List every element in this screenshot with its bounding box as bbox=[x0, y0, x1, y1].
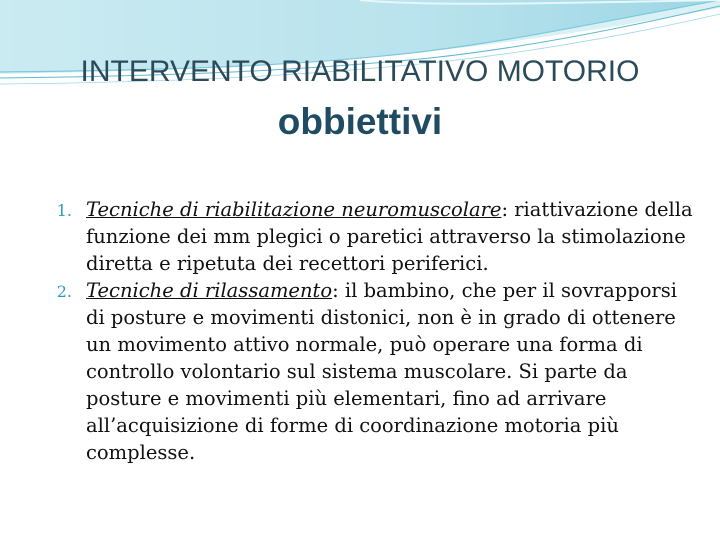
slide-title: INTERVENTO RIABILITATIVO MOTORIO bbox=[80, 55, 640, 88]
list-item bbox=[36, 196, 696, 277]
slide-subtitle: obbiettivi bbox=[277, 101, 443, 142]
list-term: Tecniche di riabilitazione neuromuscolare bbox=[86, 198, 502, 221]
list-text: : riattivazione della funzione dei mm plegici o paretici attraverso la stimolazione diretta e ripetuta dei recettori periferici. bbox=[86, 198, 693, 275]
list-text: : il bambino, che per il sovrapporsi di posture e movimenti distonici, non è in grado di ottenere un movimento attivo normale, può operare una forma di controllo volontario sul sistema muscolare. Si parte da posture e movimenti più elementari, fino ad arrivare all’acquisizione di forme di coordinazione motoria più complesse. bbox=[86, 279, 677, 464]
list-item bbox=[36, 277, 696, 466]
title-block bbox=[0, 52, 720, 146]
list-number: 2. bbox=[56, 282, 72, 301]
list-number: 1. bbox=[56, 201, 72, 220]
numbered-list bbox=[36, 196, 696, 466]
list-term: Tecniche di rilassamento bbox=[86, 279, 333, 302]
